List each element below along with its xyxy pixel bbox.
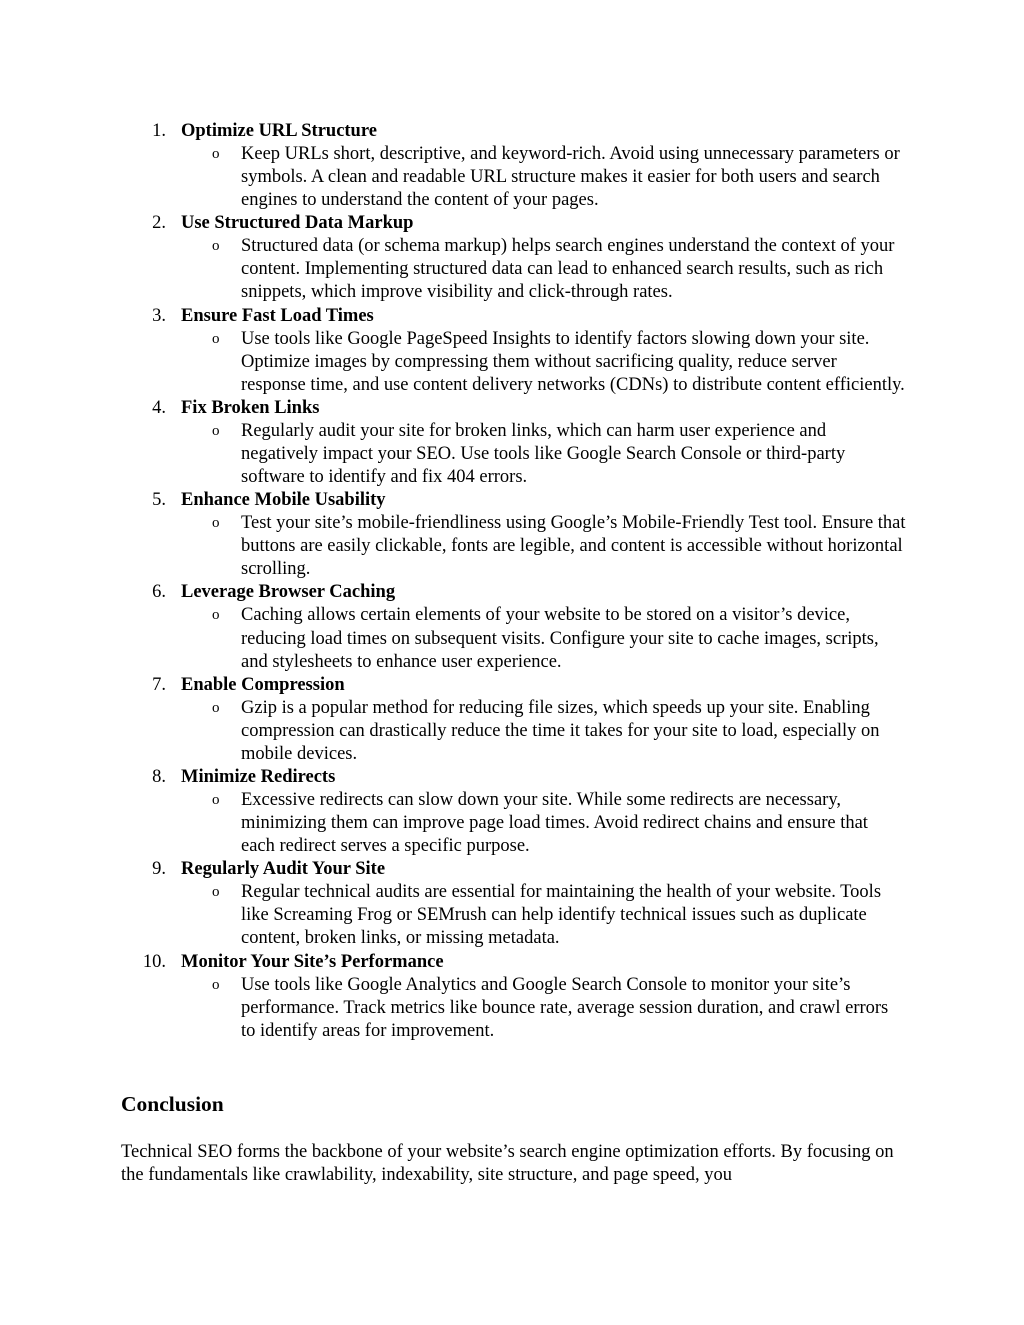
tip-bullet-item	[0, 328, 1024, 397]
tip-bullet-item	[0, 420, 1024, 489]
tips-list	[0, 120, 1024, 1043]
tip-number: 10.	[142, 951, 166, 972]
tip-description: Excessive redirects can slow down your site. While some redirects are necessary, minimizing them can improve page load times. Avoid redirect chains and ensure that each redirect serves a specific purpose.	[241, 789, 868, 857]
tip-number: 6.	[152, 582, 166, 603]
tip-description: Caching allows certain elements of your website to be stored on a visitor’s device, reducing load times on subsequent visits. Configure your site to cache images, scripts, and stylesheets to enhance user experience.	[241, 605, 879, 672]
bullet-marker: o	[212, 515, 220, 532]
tip-item	[0, 120, 1024, 212]
bullet-marker: o	[212, 330, 220, 347]
tip-item	[0, 489, 1024, 581]
tip-item	[0, 858, 1024, 950]
tip-bullet-item	[0, 697, 1024, 766]
tip-number: 9.	[152, 859, 166, 880]
tip-heading	[0, 951, 1024, 974]
tip-heading	[0, 397, 1024, 420]
tip-bullet-item	[0, 143, 1024, 212]
bullet-marker: o	[212, 884, 220, 901]
tip-item	[0, 397, 1024, 489]
tip-description: Regularly audit your site for broken links, which can harm user experience and negatively impact your SEO. Use tools like Google Search Console or third-party software to identify and fix 404 errors.	[241, 420, 846, 488]
tip-number: 7.	[152, 674, 166, 695]
tip-title: Use Structured Data Markup	[181, 213, 414, 234]
bullet-marker: o	[212, 976, 220, 993]
tip-description: Use tools like Google Analytics and Google Search Console to monitor your site’s performance. Track metrics like bounce rate, average session duration, and crawl errors to identify areas for improvement.	[241, 974, 889, 1041]
tip-title: Monitor Your Site’s Performance	[181, 951, 444, 972]
tip-number: 3.	[152, 305, 166, 326]
tip-bullet-item	[0, 881, 1024, 950]
tip-description: Test your site’s mobile-friendliness using Google’s Mobile-Friendly Test tool. Ensure that buttons are easily clickable, fonts are legible, and content is accessible without horizontal scrolling.	[241, 513, 906, 580]
tip-description: Keep URLs short, descriptive, and keyword-rich. Avoid using unnecessary parameters or symbols. A clean and readable URL structure makes it easier for both users and search engines to understand the content of your pages.	[241, 144, 900, 211]
tip-title: Leverage Browser Caching	[181, 582, 396, 603]
tip-description: Use tools like Google PageSpeed Insights to identify factors slowing down your site. Optimize images by compressing them without sacrificing quality, reduce server response time, and use content delivery networks (CDNs) to distribute content efficiently.	[241, 328, 905, 395]
tip-heading	[0, 489, 1024, 512]
tip-description: Gzip is a popular method for reducing file sizes, which speeds up your site. Enabling compression can drastically reduce the time it takes for your site to load, especially on mobile devices.	[241, 697, 880, 764]
tip-heading	[0, 305, 1024, 328]
tip-title: Fix Broken Links	[181, 397, 320, 418]
tip-heading	[0, 120, 1024, 143]
bullet-marker: o	[212, 146, 220, 162]
tip-heading	[0, 674, 1024, 697]
tip-bullet-item	[0, 604, 1024, 673]
conclusion-heading: Conclusion	[121, 1092, 224, 1116]
tip-number: 1.	[152, 121, 166, 141]
bullet-marker: o	[212, 699, 220, 716]
tip-heading	[0, 858, 1024, 881]
tip-number: 5.	[152, 490, 166, 511]
tip-title: Enhance Mobile Usability	[181, 490, 386, 511]
tip-item	[0, 674, 1024, 766]
tip-number: 4.	[152, 397, 166, 418]
tip-item	[0, 951, 1024, 1043]
tip-description: Structured data (or schema markup) helps search engines understand the context of your content. Implementing structured data can lead to enhanced search results, such as rich snippets, which improve visibility and click-through rates.	[241, 236, 895, 303]
tip-item	[0, 766, 1024, 858]
tip-heading	[0, 212, 1024, 235]
tip-description: Regular technical audits are essential for maintaining the health of your website. Tools like Screaming Frog or SEMrush can help identify technical issues such as duplicate content, broken links, or missing metadata.	[241, 882, 882, 949]
bullet-marker: o	[212, 607, 220, 624]
tip-item	[0, 212, 1024, 304]
tip-heading	[0, 766, 1024, 789]
tip-number: 2.	[152, 213, 166, 234]
bullet-marker: o	[212, 238, 220, 255]
tip-title: Minimize Redirects	[181, 766, 336, 787]
tip-item	[0, 305, 1024, 397]
tip-title: Enable Compression	[181, 674, 345, 695]
tip-number: 8.	[152, 766, 166, 787]
bullet-marker: o	[212, 422, 220, 439]
tip-title: Regularly Audit Your Site	[181, 859, 386, 880]
tip-heading	[0, 581, 1024, 604]
tip-title: Optimize URL Structure	[181, 121, 377, 141]
tip-item	[0, 581, 1024, 673]
tip-bullet-item	[0, 235, 1024, 304]
conclusion-paragraph: Technical SEO forms the backbone of your website’s search engine optimization efforts. By focusing on the fundamentals like crawlability, indexability, site structure, and page speed, you	[121, 1142, 894, 1186]
tip-bullet-item	[0, 789, 1024, 858]
tip-title: Ensure Fast Load Times	[181, 305, 374, 326]
tip-bullet-item	[0, 512, 1024, 581]
tip-bullet-item	[0, 974, 1024, 1043]
bullet-marker: o	[212, 791, 220, 808]
